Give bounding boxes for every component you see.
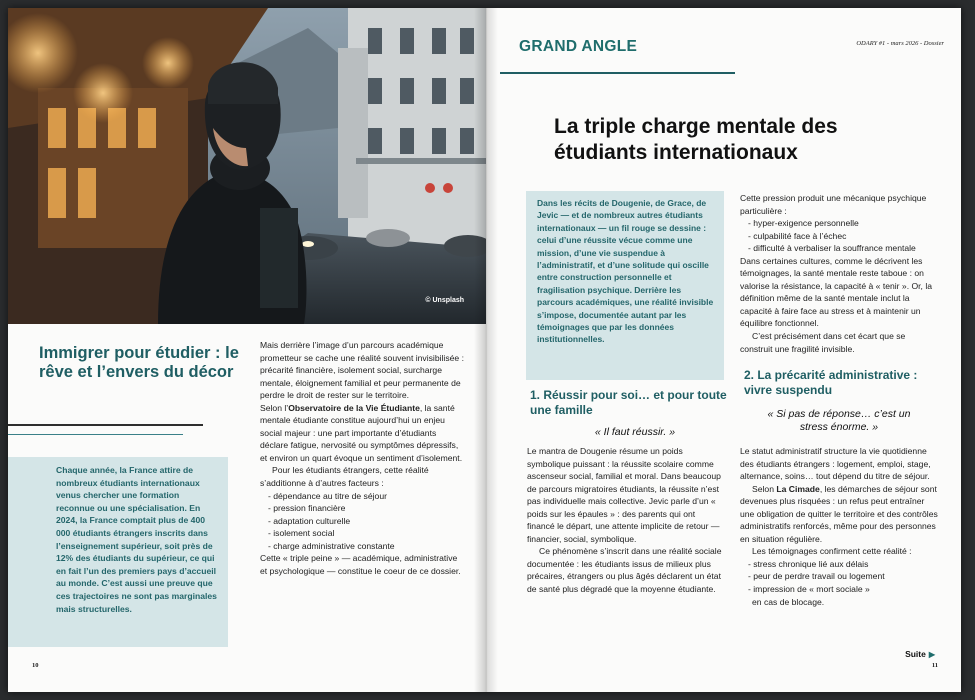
- article-title: La triple charge mentale des étudiants internationaux: [554, 115, 838, 164]
- list-item: - hyper-exigence personnelle: [748, 218, 859, 229]
- lead-box-text: Dans les récits de Dougenie, de Grace, de Jevic — et de nombreux autres étudiants internationaux — un fil rouge se dessine : celui d’une réussite vécue comme une mission, d’une vie suspendue à l’administratif, et d’une solitude qui oscille entre construction personnelle et fragilisation psychique. Derrière les parcours académiques, une réalité invisible s’impose, documentée autant par les témoignages que par les données institutionnelles.: [537, 198, 714, 345]
- text-span: , les démarches de séjour sont devenues plus risquées : un refus peut entraîner une obligation de quitter le territoire et des contrôles administratifs renforcés, même pour des personnes en situation régulière.: [740, 483, 938, 544]
- list-item: - charge administrative constante: [268, 540, 395, 551]
- list-item: - culpabilité face à l’échec: [748, 230, 847, 241]
- paragraph: Ce phénomène s’inscrit dans une réalité sociale documentée : les étudiants issus de milieux plus précaires, étrangers ou plus âgés déclarent un état de santé plus dégradé que la moyenne étudiante.: [527, 546, 722, 595]
- paragraph: Le statut administratif structure la vie quotidienne des étudiants étrangers : logement, emploi, stage, alternance, soins… tout dépend du titre de séjour.: [740, 446, 931, 482]
- right-page: [486, 8, 961, 692]
- list-item: - adaptation culturelle: [268, 515, 351, 526]
- left-page-title: Immigrer pour étudier : le rêve et l’envers du décor: [39, 344, 239, 381]
- photo-credit: © Unsplash: [425, 297, 464, 304]
- section-tag: GRAND ANGLE: [519, 38, 638, 55]
- paragraph: en cas de blocage.: [752, 596, 825, 607]
- factor-list: [260, 490, 465, 553]
- running-head: ODARY #1 - mars 2026 - Dossier: [856, 40, 944, 47]
- list-item: - stress chronique lié aux délais: [748, 558, 869, 569]
- pull-quote: « Il faut réussir. »: [594, 426, 676, 438]
- text-span: Selon: [752, 483, 777, 494]
- paragraph: Dans certaines cultures, comme le décrivent les témoignages, la santé mentale reste taboue : on valorise la résistance, la capacité à « tenir ». Or, la définition même de la santé mentale inclut la capacité à faire face au stress et à maintenir un équilibre fonctionnel.: [740, 255, 933, 329]
- body-column: [740, 192, 940, 355]
- left-page: [8, 8, 486, 692]
- paragraph: Pour les étudiants étrangers, cette réalité s’additionne à d’autres facteurs :: [260, 465, 429, 489]
- triangle-right-icon: ▶: [928, 650, 935, 659]
- list-item: - isolement social: [268, 528, 335, 539]
- paragraph: Cette pression produit une mécanique psychique particulière :: [740, 193, 927, 216]
- divider: [8, 434, 183, 435]
- cimade-link: La Cimade: [776, 483, 820, 494]
- page-number: 10: [32, 662, 39, 669]
- list-item: - peur de perdre travail ou logement: [748, 571, 885, 582]
- cover-photo: [8, 8, 486, 324]
- left-body-column: [260, 339, 465, 577]
- intro-box-text: Chaque année, la France attire de nombreux étudiants internationaux venus chercher une formation reconnue ou une spécialisation. En 2024, la France comptait plus de 400 000 étudiants étrangers inscrits dans l’enseignement supérieur, soit près de 12% des étudiants du supérieur, ce qui en fait l’un des premiers pays d’accueil au monde. C’est aussi une preuve que ces trajectoires ne sont pas marginales mais structurelles.: [56, 465, 217, 614]
- stress-list: [740, 558, 940, 596]
- continue-label: Suite: [905, 649, 926, 659]
- paragraph: C’est précisément dans cet écart que se construit une fragilité invisible.: [740, 331, 906, 354]
- divider: [500, 72, 735, 74]
- section-heading: 2. La précarité administrative : vivre suspendu: [744, 368, 918, 397]
- pull-quote: « Si pas de réponse… c’est un stress énorme. »: [767, 408, 911, 433]
- list-item: - dépendance au titre de séjour: [268, 490, 387, 501]
- list-item: - impression de « mort sociale »: [748, 584, 870, 595]
- list-item: - pression financière: [268, 503, 346, 514]
- paragraph: Les témoignages confirment cette réalité :: [752, 546, 912, 557]
- paragraph: Cette « triple peine » — académique, administrative et psychologique — constitue le coeur de ce dossier.: [260, 553, 461, 576]
- paragraph: Le mantra de Dougenie résume un poids symbolique puissant : la réussite scolaire comme ascenseur social, familial et moral. Dans beaucoup de parcours migratoires étudiants, la réussite n’est pas individuelle mais collective. Jevic parle d’un « poids sur les épaules » : des parents qui ont financé le départ, une attente implicite de retour — financier, social, symbolique.: [527, 446, 721, 544]
- text-span: , la santé mentale étudiante constitue aujourd’hui un enjeu social majeur : une part importante d’étudiants déclare fatigue, nervosité ou symptômes dépressifs, et environ un quart évoque un sentiment d’isolement.: [260, 402, 463, 463]
- text-span: Selon l’: [260, 402, 289, 413]
- effect-list: [740, 217, 940, 255]
- paragraph: Mais derrière l’image d’un parcours académique prometteur se cache une réalité souvent invisibilisée : précarité financière, isolement social, surcharge mentale, éloignement familial et peur permanente de perdre le droit de rester sur le territoire.: [260, 340, 464, 401]
- observatoire-link: Observatoire de la Vie Étudiante: [288, 402, 420, 413]
- paragraph: [740, 483, 940, 546]
- list-item: - difficulté à verbaliser la souffrance mentale: [748, 243, 916, 254]
- page-number: 11: [931, 662, 938, 669]
- paragraph: [260, 402, 465, 465]
- body-column: [527, 445, 722, 596]
- section-heading: 1. Réussir pour soi… et pour toute une famille: [530, 388, 727, 417]
- continue-link[interactable]: [905, 649, 935, 659]
- magazine-spread: [8, 8, 961, 692]
- body-column: [740, 445, 940, 608]
- divider: [8, 424, 203, 426]
